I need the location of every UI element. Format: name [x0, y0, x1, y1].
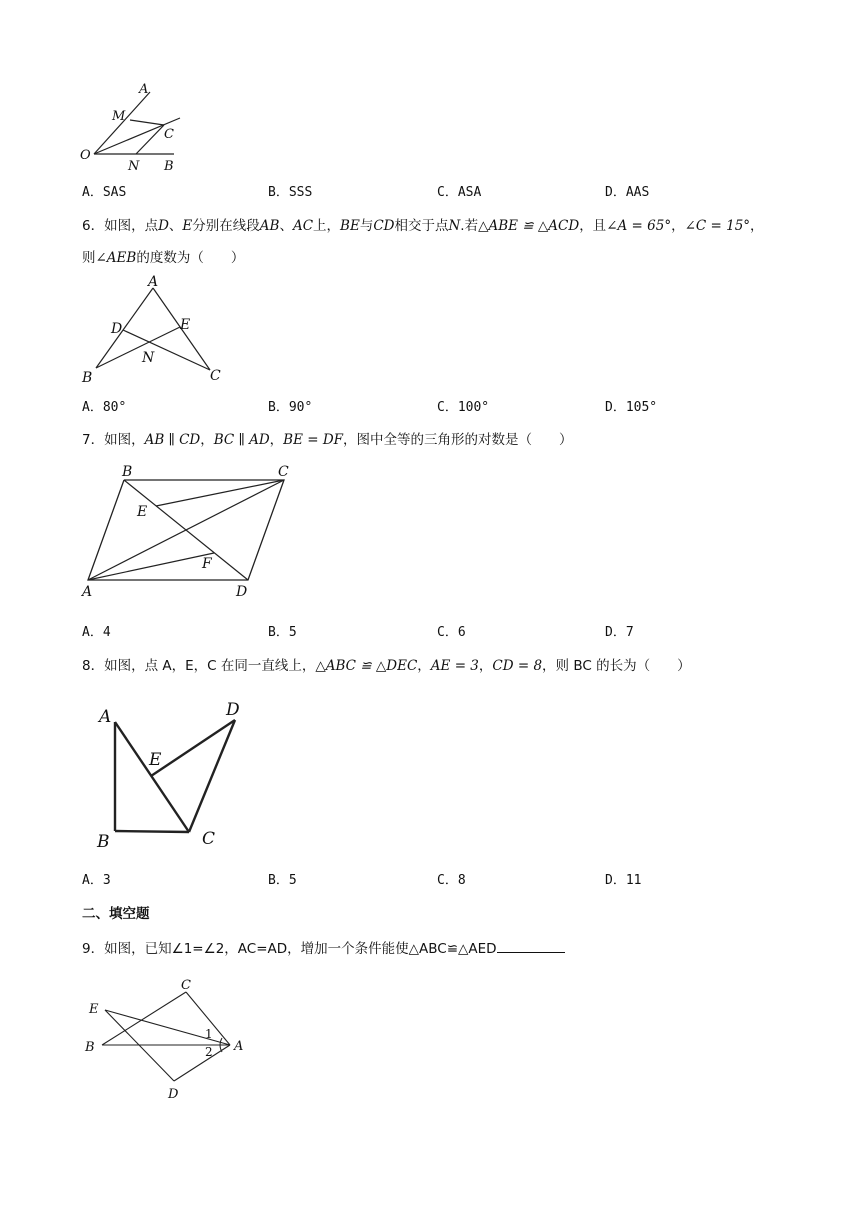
- q7-option-a: A．4: [82, 625, 111, 640]
- q5-option-d: D．AAS: [605, 185, 650, 200]
- q7-option-d: D．7: [605, 625, 634, 640]
- q5-option-c: C．ASA: [437, 185, 482, 200]
- q8-figure: [88, 696, 258, 856]
- q7-label-b: B: [122, 464, 133, 480]
- q7-label-a: A: [82, 584, 93, 600]
- q8-label-b: B: [97, 832, 110, 852]
- q7-label-f: F: [202, 556, 212, 572]
- q7-label-d: D: [236, 584, 248, 600]
- q9-angle-1-label: 1: [205, 1027, 213, 1041]
- q5-label-c: C: [164, 127, 174, 142]
- q5-option-b: B．SSS: [268, 185, 313, 200]
- q6-option-b: B．90°: [268, 400, 313, 415]
- q5-option-a: A．SAS: [82, 185, 127, 200]
- q5-label-m: M: [112, 109, 126, 124]
- q6-label-e: E: [180, 317, 191, 333]
- q8-option-a: A．3: [82, 873, 111, 888]
- q7-figure: [78, 458, 308, 603]
- q8-stem: 8．如图，点 A，E，C 在同一直线上，△ABC ≌ △DEC，AE = 3，CD = 8，则 BC 的长为（ ）: [82, 658, 691, 674]
- q5-label-n: N: [128, 159, 140, 174]
- q5-figure: [78, 80, 188, 175]
- q7-label-e: E: [137, 504, 148, 520]
- q6-option-d: D．105°: [605, 400, 658, 415]
- q9-label-a: A: [234, 1039, 244, 1054]
- q5-label-o: O: [80, 148, 91, 163]
- q9-angle-2-label: 2: [205, 1045, 213, 1059]
- q5-label-a: A: [139, 82, 149, 97]
- q6-label-d: D: [111, 321, 123, 337]
- q6-label-b: B: [82, 370, 93, 386]
- q9-label-c: C: [181, 978, 191, 993]
- q9-label-e: E: [89, 1002, 99, 1017]
- q8-label-e: E: [149, 750, 162, 770]
- q8-label-c: C: [202, 829, 216, 849]
- q7-stem: 7．如图，AB ∥ CD，BC ∥ AD，BE = DF，图中全等的三角形的对数是（ ）: [82, 432, 573, 448]
- q9-answer-blank[interactable]: [497, 940, 565, 953]
- q9-label-b: B: [85, 1040, 95, 1055]
- q6-option-a: A．80°: [82, 400, 127, 415]
- q5-label-b: B: [164, 159, 174, 174]
- q8-label-d: D: [226, 700, 240, 720]
- q9-label-d: D: [168, 1087, 179, 1102]
- q6-label-c: C: [210, 368, 221, 384]
- q7-option-b: B．5: [268, 625, 297, 640]
- q8-option-b: B．5: [268, 873, 297, 888]
- q9-stem: 9．如图，已知∠1=∠2，AC=AD，增加一个条件能使△ABC≌△AED: [82, 937, 565, 957]
- q9-figure: [80, 972, 260, 1102]
- q6-option-c: C．100°: [437, 400, 490, 415]
- q8-label-a: A: [99, 707, 112, 727]
- section-title-fill-in: 二、填空题: [82, 906, 150, 922]
- q8-option-c: C．8: [437, 873, 466, 888]
- q8-option-d: D．11: [605, 873, 642, 888]
- q6-stem-line1: 6．如图，点D、E分别在线段AB、AC上，BE与CD相交于点N.若△ABE ≌ △ACD，且∠A = 65°，∠C = 15°，: [82, 218, 764, 234]
- q7-option-c: C．6: [437, 625, 466, 640]
- q6-label-n: N: [142, 350, 155, 366]
- q7-label-c: C: [278, 464, 289, 480]
- q6-figure: [78, 272, 228, 387]
- q6-stem-line2: 则∠AEB的度数为（ ）: [82, 250, 245, 266]
- q6-label-a: A: [148, 274, 159, 290]
